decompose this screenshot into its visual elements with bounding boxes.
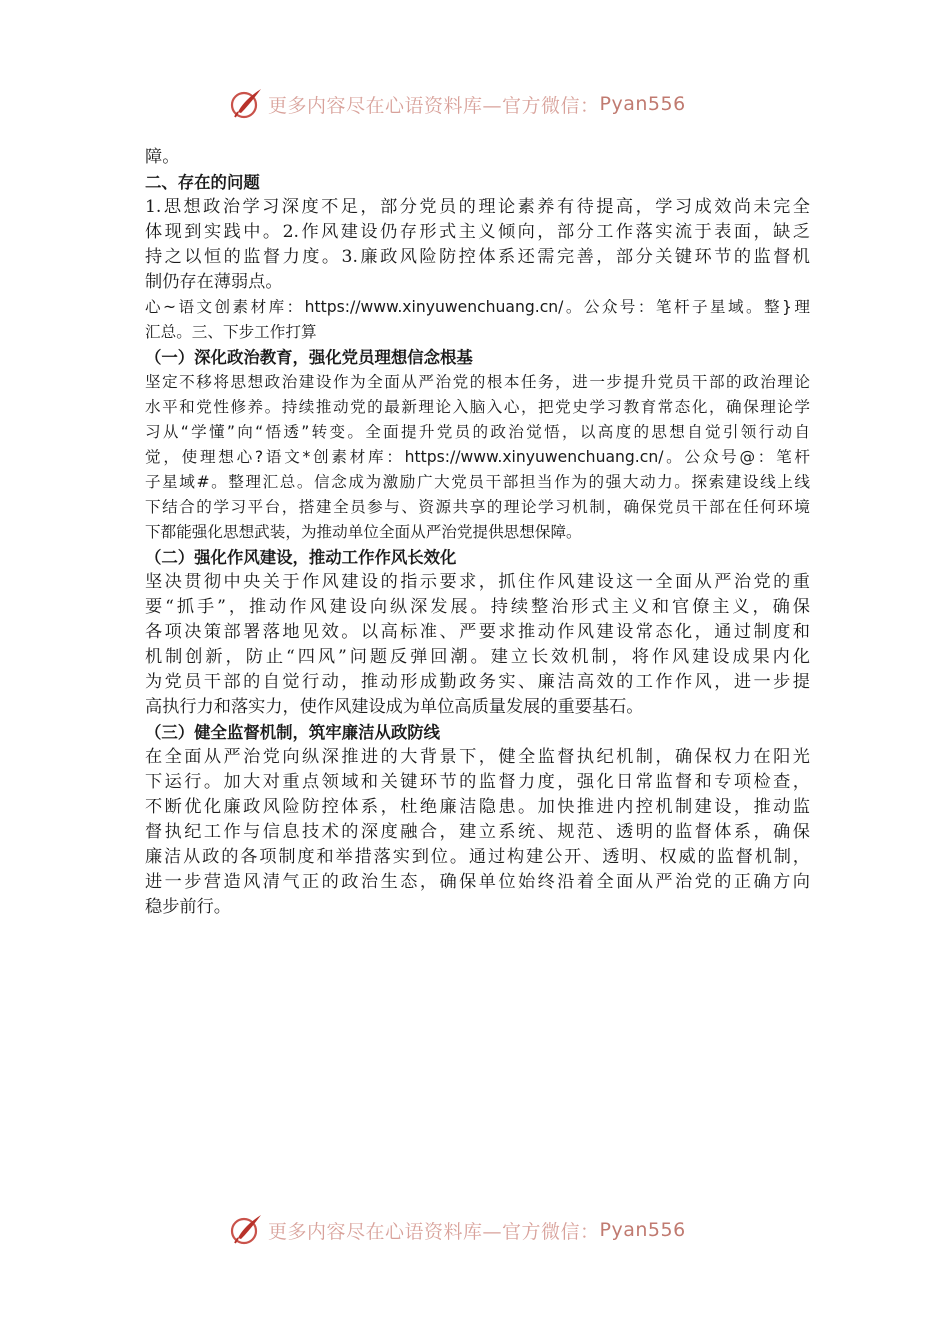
section-heading: 二、存在的问题 [145,173,260,192]
text-line: 高执行力和落实力，使作风建设成为单位高质量发展的重要基石。 [145,697,644,717]
text-line: 坚决贯彻中央关于作风建设的指示要求，抓住作风建设这一全面从严治党的重 [145,572,810,592]
text-line: 体现到实践中。2.作风建设仍存形式主义倾向，部分工作落实流于表面，缺乏 [145,222,810,242]
text-line: 持之以恒的监督力度。3.廉政风险防控体系还需完善，部分关键环节的监督机 [145,247,810,267]
text-line: 在全面从严治党向纵深推进的大背景下，健全监督执纪机制，确保权力在阳光 [145,747,810,767]
quill-logo-icon [228,86,264,122]
text-line: 廉洁从政的各项制度和举措落实到位。通过构建公开、透明、权威的监督机制， [145,847,810,867]
text-line: 坚定不移将思想政治建设作为全面从严治党的根本任务，进一步提升党员干部的政治理论 [145,373,810,391]
section-heading: （一）深化政治教育，强化党员理想信念根基 [145,348,473,367]
section-heading: （三）健全监督机制，筑牢廉洁从政防线 [145,723,441,742]
text-line: 汇总。三、下步工作打算 [145,323,317,341]
section-heading: （二）强化作风建设，推动工作作风长效化 [145,548,457,567]
watermark-text: 更多内容尽在心语资料库—官方微信： [268,94,600,117]
text-line: 机制创新，防止“四风”问题反弹回潮。建立长效机制，将作风建设成果内化 [145,647,810,667]
text-line: 稳步前行。 [145,897,231,917]
text-line: 子星域#。整理汇总。信念成为激励广大党员干部担当作为的强大动力。探索建设线上线 [145,473,810,491]
text-line: 觉，使理想心?语文*创素材库：https://www.xinyuwenchuang.cn/。公众号@：笔杆 [145,448,810,466]
text-line: 为党员干部的自觉行动，推动形成勤政务实、廉洁高效的工作作风，进一步提 [145,672,810,692]
text-line: 下结合的学习平台，搭建全员参与、资源共享的理论学习机制，确保党员干部在任何环境 [145,498,810,516]
text-line: 水平和党性修养。持续推动党的最新理论入脑入心，把党史学习教育常态化，确保理论学 [145,398,810,416]
text-line: 不断优化廉政风险防控体系，杜绝廉洁隐患。加快推进内控机制建设，推动监 [145,797,810,817]
text-line: 心~语文创素材库：https://www.xinyuwenchuang.cn/。公众号：笔杆子星域。整}理 [145,298,810,316]
text-line: 督执纪工作与信息技术的深度融合，建立系统、规范、透明的监督体系，确保 [145,822,810,842]
watermark-text: 更多内容尽在心语资料库—官方微信： [268,1220,600,1243]
watermark-wechat-id: Pyan556 [599,93,686,115]
text-line: 制仍存在薄弱点。 [145,272,283,292]
header-watermark [228,84,748,124]
text-line: 进一步营造风清气正的政治生态，确保单位始终沿着全面从严治党的正确方向 [145,872,810,892]
footer-watermark [228,1210,748,1250]
text-line: 下运行。加大对重点领域和关键环节的监督力度，强化日常监督和专项检查， [145,772,810,792]
text-line: 习从“学懂”向“悟透”转变。全面提升党员的政治觉悟，以高度的思想自觉引领行动自 [145,423,810,441]
quill-logo-icon [228,1212,264,1248]
text-line: 障。 [145,147,180,167]
watermark-wechat-id: Pyan556 [599,1219,686,1241]
text-line: 1.思想政治学习深度不足，部分党员的理论素养有待提高，学习成效尚未完全 [145,197,810,217]
text-line: 下都能强化思想武装，为推动单位全面从严治党提供思想保障。 [145,523,582,541]
text-line: 各项决策部署落地见效。以高标准、严要求推动作风建设常态化，通过制度和 [145,622,810,642]
text-line: 要“抓手”，推动作风建设向纵深发展。持续整治形式主义和官僚主义，确保 [145,597,810,617]
document-body [145,145,810,920]
